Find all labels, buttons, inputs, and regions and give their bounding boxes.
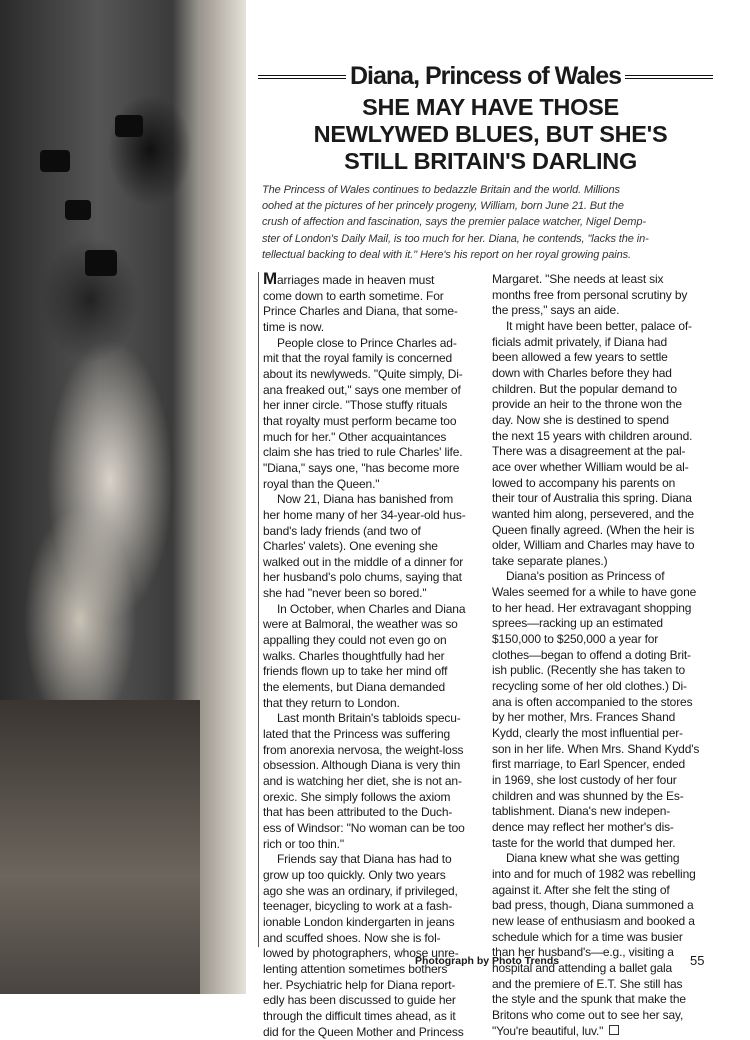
text-line: ana freaked out," says one member of bbox=[263, 383, 466, 399]
text-line: tablishment. Diana's new indepen- bbox=[492, 804, 699, 820]
article-column-1 bbox=[258, 272, 466, 947]
text-line: lowed to accompany his parents on bbox=[492, 476, 699, 492]
text-line: "You're beautiful, luv." bbox=[492, 1024, 699, 1040]
text-line: mit that the royal family is concerned bbox=[263, 351, 466, 367]
rule-left bbox=[258, 75, 346, 79]
section-title bbox=[258, 62, 713, 91]
camera-shape bbox=[115, 115, 143, 137]
text-line: Diana's position as Princess of bbox=[492, 569, 699, 585]
text-line: sprees—racking up an estimated bbox=[492, 616, 699, 632]
text-line: wanted him along, persevered, and the bbox=[492, 507, 699, 523]
text-line: than her husband's—e.g., visiting a bbox=[492, 945, 699, 961]
text-line: obsession. Although Diana is very thin bbox=[263, 758, 466, 774]
text-line: son in her life. When Mrs. Shand Kydd's bbox=[492, 742, 699, 758]
text-line: schedule which for a time was busier bbox=[492, 930, 699, 946]
text-line: first marriage, to Earl Spencer, ended bbox=[492, 757, 699, 773]
text-line: about its newlyweds. "Quite simply, Di- bbox=[263, 367, 466, 383]
camera-shape bbox=[65, 200, 91, 220]
text-line: Wales seemed for a while to have gone bbox=[492, 585, 699, 601]
text-line: in 1969, she lost custody of her four bbox=[492, 773, 699, 789]
text-line: royal than the Queen." bbox=[263, 477, 466, 493]
end-mark-icon bbox=[609, 1025, 619, 1035]
text-line: teenager, bicycling to work at a fash- bbox=[263, 899, 466, 915]
text-line: Charles' valets). One evening she bbox=[263, 539, 466, 555]
text-line: children. But the popular demand to bbox=[492, 382, 699, 398]
text-line: Britons who come out to see her say, bbox=[492, 1008, 699, 1024]
deck-line: crush of affection and fascination, says the premier palace watcher, Nigel Demp- bbox=[262, 214, 649, 230]
text-line: Marriages made in heaven must bbox=[263, 272, 466, 289]
text-line: Friends say that Diana has had to bbox=[263, 852, 466, 868]
text-line: new lease of enthusiasm and booked a bbox=[492, 914, 699, 930]
headline bbox=[258, 94, 723, 175]
text-line: time is now. bbox=[263, 320, 466, 336]
text-line: In October, when Charles and Diana bbox=[263, 602, 466, 618]
text-line: Kydd, clearly the most influential per- bbox=[492, 726, 699, 742]
text-line: Diana knew what she was getting bbox=[492, 851, 699, 867]
text-line: People close to Prince Charles ad- bbox=[263, 336, 466, 352]
text-line: "Diana," says one, "has become more bbox=[263, 461, 466, 477]
text-line: Now 21, Diana has banished from bbox=[263, 492, 466, 508]
text-line: their tour of Australia this spring. Diana bbox=[492, 491, 699, 507]
headline-line: NEWLYWED BLUES, BUT SHE'S bbox=[258, 121, 723, 148]
text-line: the press," says an aide. bbox=[492, 303, 699, 319]
text-line: into and for much of 1982 was rebelling bbox=[492, 867, 699, 883]
text-line: rich or too thin." bbox=[263, 837, 466, 853]
text-line: walks. Charles thoughtfully had her bbox=[263, 649, 466, 665]
text-line: her home many of her 34-year-old hus- bbox=[263, 508, 466, 524]
text-line: been allowed a few years to settle bbox=[492, 350, 699, 366]
text-line: her. Psychiatric help for Diana report- bbox=[263, 978, 466, 994]
text-line: months free from personal scrutiny by bbox=[492, 288, 699, 304]
camera-shape bbox=[85, 250, 117, 276]
text-line: down with Charles before they had bbox=[492, 366, 699, 382]
text-line: edly has been discussed to guide her bbox=[263, 993, 466, 1009]
rule-right bbox=[625, 75, 713, 79]
text-line: friends flown up to take her mind off bbox=[263, 664, 466, 680]
camera-shape bbox=[40, 150, 70, 172]
deck-line: The Princess of Wales continues to bedazzle Britain and the world. Millions bbox=[262, 182, 649, 198]
photo-wall bbox=[200, 0, 246, 994]
text-line: lated that the Princess was suffering bbox=[263, 727, 466, 743]
section-title-text: Diana, Princess of Wales bbox=[346, 62, 625, 91]
text-line: lowed by photographers, whose unre- bbox=[263, 946, 466, 962]
text-line: ess of Windsor: "No woman can be too bbox=[263, 821, 466, 837]
text-line: hospital and attending a ballet gala bbox=[492, 961, 699, 977]
text-line: children and was shunned by the Es- bbox=[492, 789, 699, 805]
text-line: orexic. She simply follows the axiom bbox=[263, 790, 466, 806]
text-line: clothes—began to offend a doting Brit- bbox=[492, 648, 699, 664]
text-line: the next 15 years with children around. bbox=[492, 429, 699, 445]
text-line: by her mother, Mrs. Frances Shand bbox=[492, 710, 699, 726]
photo-credit: Photograph by Photo Trends bbox=[415, 955, 559, 967]
text-line: provide an heir to the throne won the bbox=[492, 397, 699, 413]
drop-cap: M bbox=[263, 269, 277, 288]
text-line: that they return to London. bbox=[263, 696, 466, 712]
text-line: that has been attributed to the Duch- bbox=[263, 805, 466, 821]
text-line: ficials admit privately, if Diana had bbox=[492, 335, 699, 351]
article-column-2 bbox=[492, 272, 699, 1039]
text-line: grow up too quickly. Only two years bbox=[263, 868, 466, 884]
text-line: $150,000 to $250,000 a year for bbox=[492, 632, 699, 648]
text-line: ace over whether William would be al- bbox=[492, 460, 699, 476]
text-line: It might have been better, palace of- bbox=[492, 319, 699, 335]
text-line: walked out in the middle of a dinner for bbox=[263, 555, 466, 571]
text-line: against it. After she felt the sting of bbox=[492, 883, 699, 899]
text-line: were at Balmoral, the weather was so bbox=[263, 617, 466, 633]
deck-line: tellectual backing to deal with it." Here's his report on her royal growing pains. bbox=[262, 247, 649, 263]
page-number: 55 bbox=[690, 953, 704, 968]
text-line: much for her." Other acquaintances bbox=[263, 430, 466, 446]
text-line: day. Now she is destined to spend bbox=[492, 413, 699, 429]
text-line: take separate planes.) bbox=[492, 554, 699, 570]
text-line: band's lady friends (and two of bbox=[263, 524, 466, 540]
text-line: ana is often accompanied to the stores bbox=[492, 695, 699, 711]
text-line: did for the Queen Mother and Princess bbox=[263, 1025, 466, 1040]
text-line: through the difficult times ahead, as it bbox=[263, 1009, 466, 1025]
photographers-photo bbox=[0, 0, 246, 994]
text-line: Last month Britain's tabloids specu- bbox=[263, 711, 466, 727]
text-line: Queen finally agreed. (When the heir is bbox=[492, 523, 699, 539]
deck-line: ster of London's Daily Mail, is too much for her. Diana, he contends, "lacks the in- bbox=[262, 231, 649, 247]
text-line: to her head. Her extravagant shopping bbox=[492, 601, 699, 617]
text-line: that royalty must perform became too bbox=[263, 414, 466, 430]
text-line: dence may reflect her mother's dis- bbox=[492, 820, 699, 836]
deck-line: oohed at the pictures of her princely progeny, William, born June 21. But the bbox=[262, 198, 649, 214]
deck bbox=[262, 182, 649, 263]
text-line: older, William and Charles may have to bbox=[492, 538, 699, 554]
text-line: recycling some of her old clothes.) Di- bbox=[492, 679, 699, 695]
text-line: the style and the spunk that make the bbox=[492, 992, 699, 1008]
headline-line: STILL BRITAIN'S DARLING bbox=[258, 148, 723, 175]
text-line: the elements, but Diana demanded bbox=[263, 680, 466, 696]
text-line: and scuffed shoes. Now she is fol- bbox=[263, 931, 466, 947]
text-line: ionable London kindergarten in jeans bbox=[263, 915, 466, 931]
text-line: she had "never been so bored." bbox=[263, 586, 466, 602]
text-line: claim she has tried to rule Charles' life. bbox=[263, 445, 466, 461]
text-line: her husband's polo chums, saying that bbox=[263, 570, 466, 586]
text-line: lenting attention sometimes bothers bbox=[263, 962, 466, 978]
text-line: bad press, though, Diana summoned a bbox=[492, 898, 699, 914]
text-line: ish public. (Recently she has taken to bbox=[492, 663, 699, 679]
text-line: and is watching her diet, she is not an- bbox=[263, 774, 466, 790]
text-line: ago she was an ordinary, if privileged, bbox=[263, 884, 466, 900]
text-line: and the premiere of E.T. She still has bbox=[492, 977, 699, 993]
text-line: taste for the world that dumped her. bbox=[492, 836, 699, 852]
text-line: from anorexia nervosa, the weight-loss bbox=[263, 743, 466, 759]
text-line: come down to earth sometime. For bbox=[263, 289, 466, 305]
text-line: her inner circle. "Those stuffy rituals bbox=[263, 398, 466, 414]
text-line: Margaret. "She needs at least six bbox=[492, 272, 699, 288]
headline-line: SHE MAY HAVE THOSE bbox=[258, 94, 723, 121]
text-line: appalling they could not even go on bbox=[263, 633, 466, 649]
text-line: Prince Charles and Diana, that some- bbox=[263, 304, 466, 320]
text-line: There was a disagreement at the pal- bbox=[492, 444, 699, 460]
